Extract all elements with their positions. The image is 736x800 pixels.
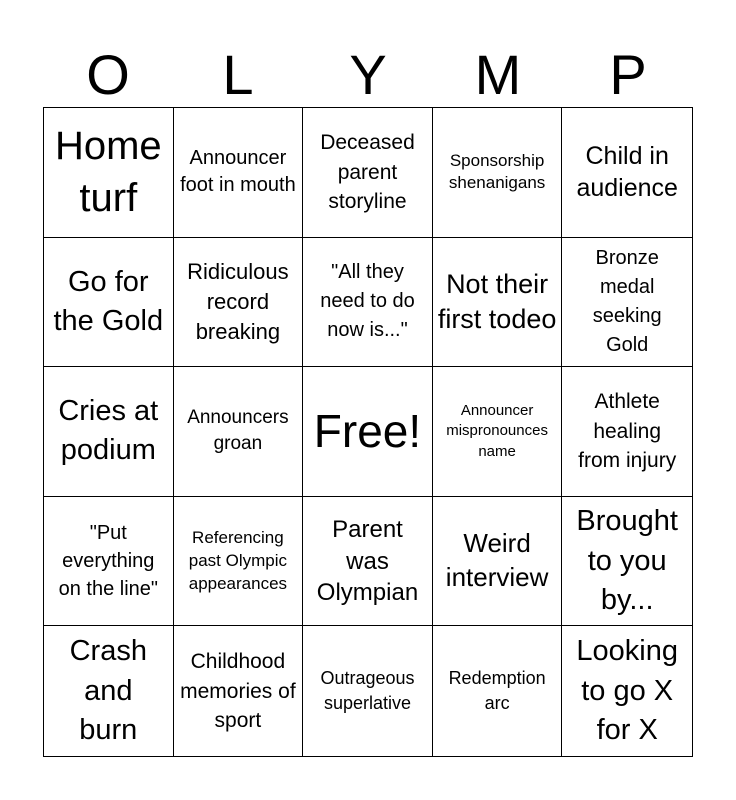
- bingo-cell[interactable]: [174, 108, 304, 238]
- header-letter-l: L: [222, 43, 254, 106]
- bingo-cell[interactable]: [303, 238, 433, 368]
- bingo-cell[interactable]: [44, 367, 174, 497]
- bingo-cell[interactable]: [174, 367, 304, 497]
- bingo-cell[interactable]: [562, 497, 692, 627]
- bingo-cell[interactable]: [303, 626, 433, 756]
- bingo-cell[interactable]: [433, 108, 563, 238]
- cell-text: Sponsorship shenanigans: [448, 151, 546, 193]
- cell-text: Redemption arc: [448, 668, 546, 714]
- cell-text: Brought to you by...: [576, 505, 678, 616]
- bingo-header: [43, 44, 693, 106]
- cell-text: Ridiculous record breaking: [187, 259, 289, 344]
- cell-text: Deceased parent storyline: [320, 131, 415, 213]
- header-letter-o: O: [86, 43, 130, 106]
- bingo-cell[interactable]: [433, 367, 563, 497]
- bingo-cell[interactable]: [174, 497, 304, 627]
- cell-text: Childhood memories of sport: [180, 650, 296, 732]
- bingo-cell[interactable]: [44, 497, 174, 627]
- header-letter-y: Y: [349, 43, 387, 106]
- bingo-cell[interactable]: [562, 238, 692, 368]
- cell-text: Go for the Gold: [53, 265, 164, 337]
- cell-text: Home turf: [54, 124, 162, 221]
- bingo-cell[interactable]: [562, 626, 692, 756]
- bingo-cell[interactable]: [562, 367, 692, 497]
- bingo-cell[interactable]: [303, 497, 433, 627]
- bingo-cell[interactable]: [174, 626, 304, 756]
- cell-text: Announcer foot in mouth: [180, 147, 296, 197]
- cell-text: Cries at podium: [58, 395, 159, 467]
- cell-text: "Put everything on the line": [58, 522, 158, 601]
- cell-text: Weird interview: [445, 528, 549, 593]
- bingo-cell[interactable]: [433, 497, 563, 627]
- bingo-cell[interactable]: [303, 367, 433, 497]
- header-letter-m: M: [474, 43, 522, 106]
- cell-text: Bronze medal seeking Gold: [592, 246, 662, 356]
- free-space: Free!: [313, 405, 422, 458]
- bingo-cell[interactable]: [174, 238, 304, 368]
- cell-text: Announcers groan: [187, 406, 289, 455]
- bingo-cell[interactable]: [562, 108, 692, 238]
- bingo-cell[interactable]: [303, 108, 433, 238]
- header-letter-p: P: [609, 43, 647, 106]
- bingo-cell[interactable]: [44, 626, 174, 756]
- cell-text: Outrageous superlative: [320, 668, 415, 714]
- bingo-cell[interactable]: [44, 108, 174, 238]
- cell-text: Parent was Olympian: [316, 516, 419, 606]
- cell-text: Athlete healing from injury: [578, 390, 677, 473]
- cell-text: "All they need to do now is...": [320, 261, 415, 342]
- cell-text: Looking to go X for X: [576, 635, 678, 746]
- bingo-cell[interactable]: [433, 626, 563, 756]
- cell-text: Child in audience: [576, 141, 678, 203]
- bingo-cell[interactable]: [44, 238, 174, 368]
- cell-text: Crash and burn: [69, 635, 147, 746]
- bingo-board: [43, 107, 693, 757]
- cell-text: Announcer mispronounces name: [446, 402, 548, 460]
- cell-text: Not their first todeo: [437, 268, 557, 334]
- cell-text: Referencing past Olympic appearances: [188, 527, 288, 593]
- bingo-cell[interactable]: [433, 238, 563, 368]
